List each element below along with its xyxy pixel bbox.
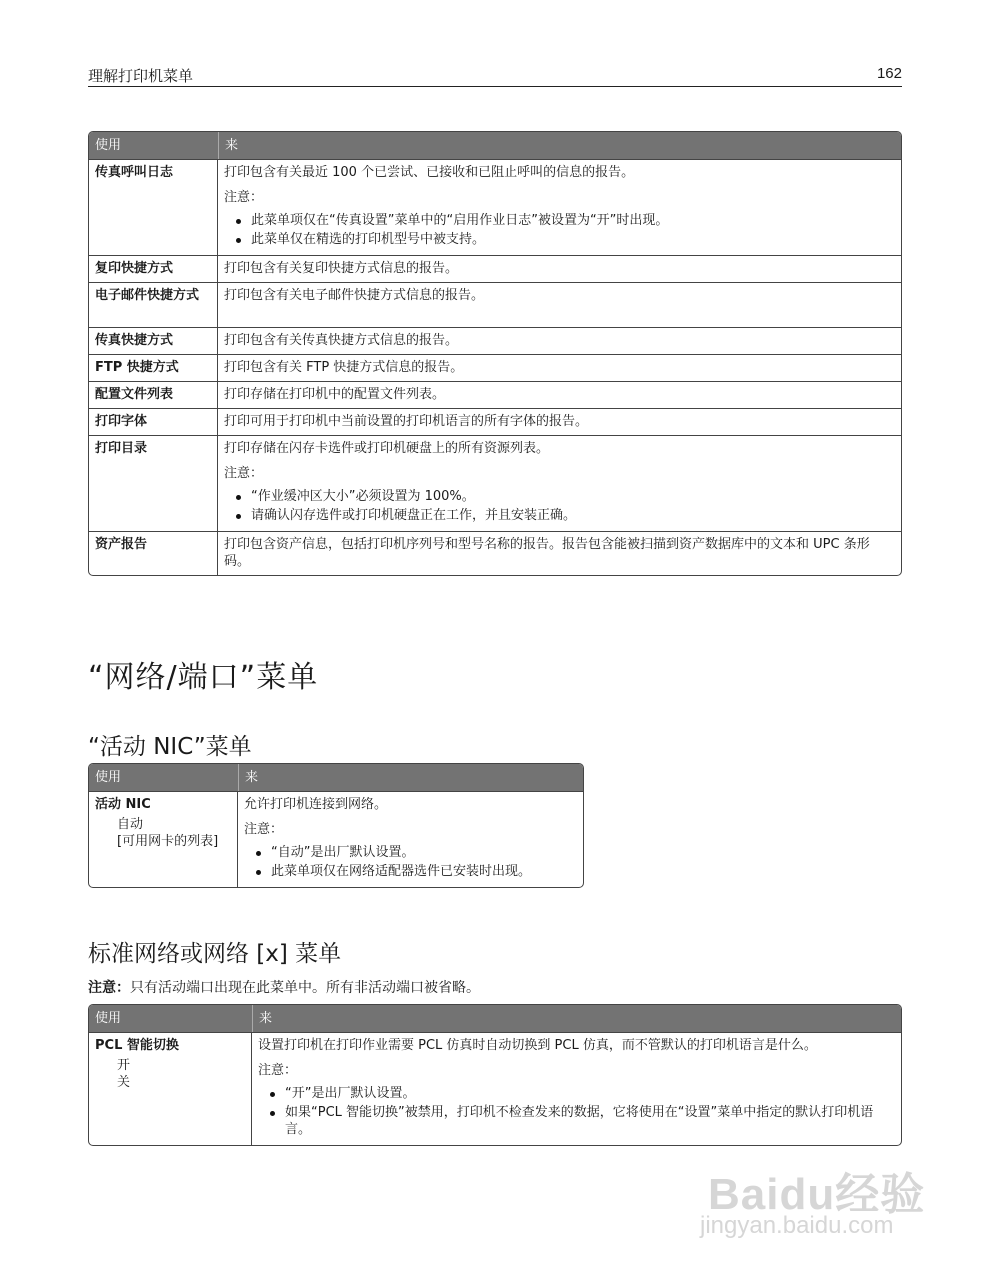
table-row — [89, 354, 901, 381]
section-note-text: 只有活动端口出现在此菜单中。所有非活动端口被省略。 — [130, 980, 480, 996]
subsection-title-active-nic: “活动 NIC”菜单 — [88, 734, 252, 760]
menu-item-desc: 打印包含有关 FTP 快捷方式信息的报告。 — [218, 354, 901, 381]
column-header-to: 来 — [238, 764, 583, 791]
menu-item-desc: 打印包含有关最近 100 个已尝试、已接收和已阻止呼叫的信息的报告。 — [224, 165, 635, 180]
column-header-to: 来 — [252, 1005, 901, 1032]
menu-item-desc: 设置打印机在打印作业需要 PCL 仿真时自动切换到 PCL 仿真，而不管默认的打印机语言是什么。 — [258, 1038, 817, 1053]
table-row — [89, 531, 901, 575]
table-header-row — [89, 1005, 901, 1032]
note-bullet: “作业缓冲区大小”必须设置为 100%。 — [234, 488, 895, 505]
table-header-row — [89, 764, 583, 791]
menu-item-name: 电子邮件快捷方式 — [89, 282, 218, 327]
menu-item-name: 活动 NIC — [95, 797, 151, 812]
table-row — [89, 1032, 901, 1145]
table-row — [89, 791, 583, 887]
table-row — [89, 327, 901, 354]
menu-item-name: 打印目录 — [89, 435, 218, 531]
section-note-label: 注意： — [88, 980, 130, 996]
standard-network-table — [88, 1004, 902, 1146]
note-label: 注意： — [258, 1063, 298, 1078]
watermark-url: jingyan.baidu.com — [700, 1212, 894, 1239]
note-bullet: “开”是出厂默认设置。 — [268, 1085, 895, 1102]
menu-item-desc: 打印存储在闪存卡选件或打印机硬盘上的所有资源列表。 — [224, 441, 550, 456]
note-list — [224, 488, 895, 524]
menu-option: [可用网卡的列表] — [117, 834, 219, 849]
note-bullet: 此菜单仅在精选的打印机型号中被支持。 — [234, 231, 895, 248]
column-header-use: 使用 — [89, 764, 238, 791]
menu-item-desc: 打印存储在打印机中的配置文件列表。 — [218, 381, 901, 408]
column-header-to: 来 — [218, 132, 901, 159]
note-list — [224, 212, 895, 248]
menu-item-name: 打印字体 — [89, 408, 218, 435]
table-row — [89, 435, 901, 531]
menu-item-desc: 打印包含资产信息，包括打印机序列号和型号名称的报告。报告包含能被扫描到资产数据库中的文本和 UPC 条形码。 — [218, 531, 901, 575]
menu-item-desc: 允许打印机连接到网络。 — [244, 797, 388, 812]
menu-item-desc-cell — [218, 159, 901, 255]
note-bullet: 如果“PCL 智能切换”被禁用，打印机不检查发来的数据，它将使用在“设置”菜单中指定的默认打印机语言。 — [268, 1104, 895, 1138]
menu-item-cell — [89, 1032, 252, 1145]
menu-item-desc: 打印包含有关传真快捷方式信息的报告。 — [218, 327, 901, 354]
watermark-logo-text: Baidu经验 — [708, 1170, 926, 1219]
table-row — [89, 159, 901, 255]
menu-item-name: 复印快捷方式 — [89, 255, 218, 282]
menu-item-desc: 打印可用于打印机中当前设置的打印机语言的所有字体的报告。 — [218, 408, 901, 435]
column-header-use: 使用 — [89, 1005, 252, 1032]
menu-item-name: 配置文件列表 — [89, 381, 218, 408]
menu-item-cell — [89, 791, 238, 887]
page-header-title: 理解打印机菜单 — [88, 67, 194, 85]
section-title-network-port: “网络/端口”菜单 — [88, 660, 319, 695]
column-header-use: 使用 — [89, 132, 218, 159]
menu-item-name: FTP 快捷方式 — [89, 354, 218, 381]
note-bullet: “自动”是出厂默认设置。 — [254, 844, 577, 861]
note-bullet: 请确认闪存选件或打印机硬盘正在工作，并且安装正确。 — [234, 507, 895, 524]
menu-item-name: 传真呼叫日志 — [89, 159, 218, 255]
note-list — [258, 1085, 895, 1138]
table-row — [89, 381, 901, 408]
menu-item-desc: 打印包含有关复印快捷方式信息的报告。 — [218, 255, 901, 282]
table-row — [89, 408, 901, 435]
menu-option: 关 — [117, 1075, 131, 1090]
menu-option: 开 — [117, 1058, 131, 1073]
table-row — [89, 282, 901, 327]
menu-option: 自动 — [117, 817, 144, 832]
table-row — [89, 255, 901, 282]
menu-item-name: 资产报告 — [89, 531, 218, 575]
watermark — [700, 1158, 930, 1258]
note-label: 注意： — [224, 190, 264, 205]
menu-item-desc: 打印包含有关电子邮件快捷方式信息的报告。 — [218, 282, 901, 327]
subsection-title-standard-network: 标准网络或网络 [x] 菜单 — [88, 941, 342, 967]
table-header-row — [89, 132, 901, 159]
page-number: 162 — [876, 65, 902, 82]
menu-item-desc-cell — [252, 1032, 901, 1145]
note-bullet: 此菜单项仅在网络适配器选件已安装时出现。 — [254, 863, 577, 880]
note-list — [244, 844, 577, 880]
page-header — [88, 64, 902, 87]
note-label: 注意： — [244, 822, 284, 837]
note-label: 注意： — [224, 466, 264, 481]
active-nic-table — [88, 763, 584, 888]
menu-item-desc-cell — [238, 791, 583, 887]
reports-menu-table — [88, 131, 902, 576]
section-note — [88, 977, 480, 997]
menu-item-name: PCL 智能切换 — [95, 1038, 179, 1053]
menu-item-desc-cell — [218, 435, 901, 531]
menu-item-name: 传真快捷方式 — [89, 327, 218, 354]
note-bullet: 此菜单项仅在“传真设置”菜单中的“启用作业日志”被设置为“开”时出现。 — [234, 212, 895, 229]
